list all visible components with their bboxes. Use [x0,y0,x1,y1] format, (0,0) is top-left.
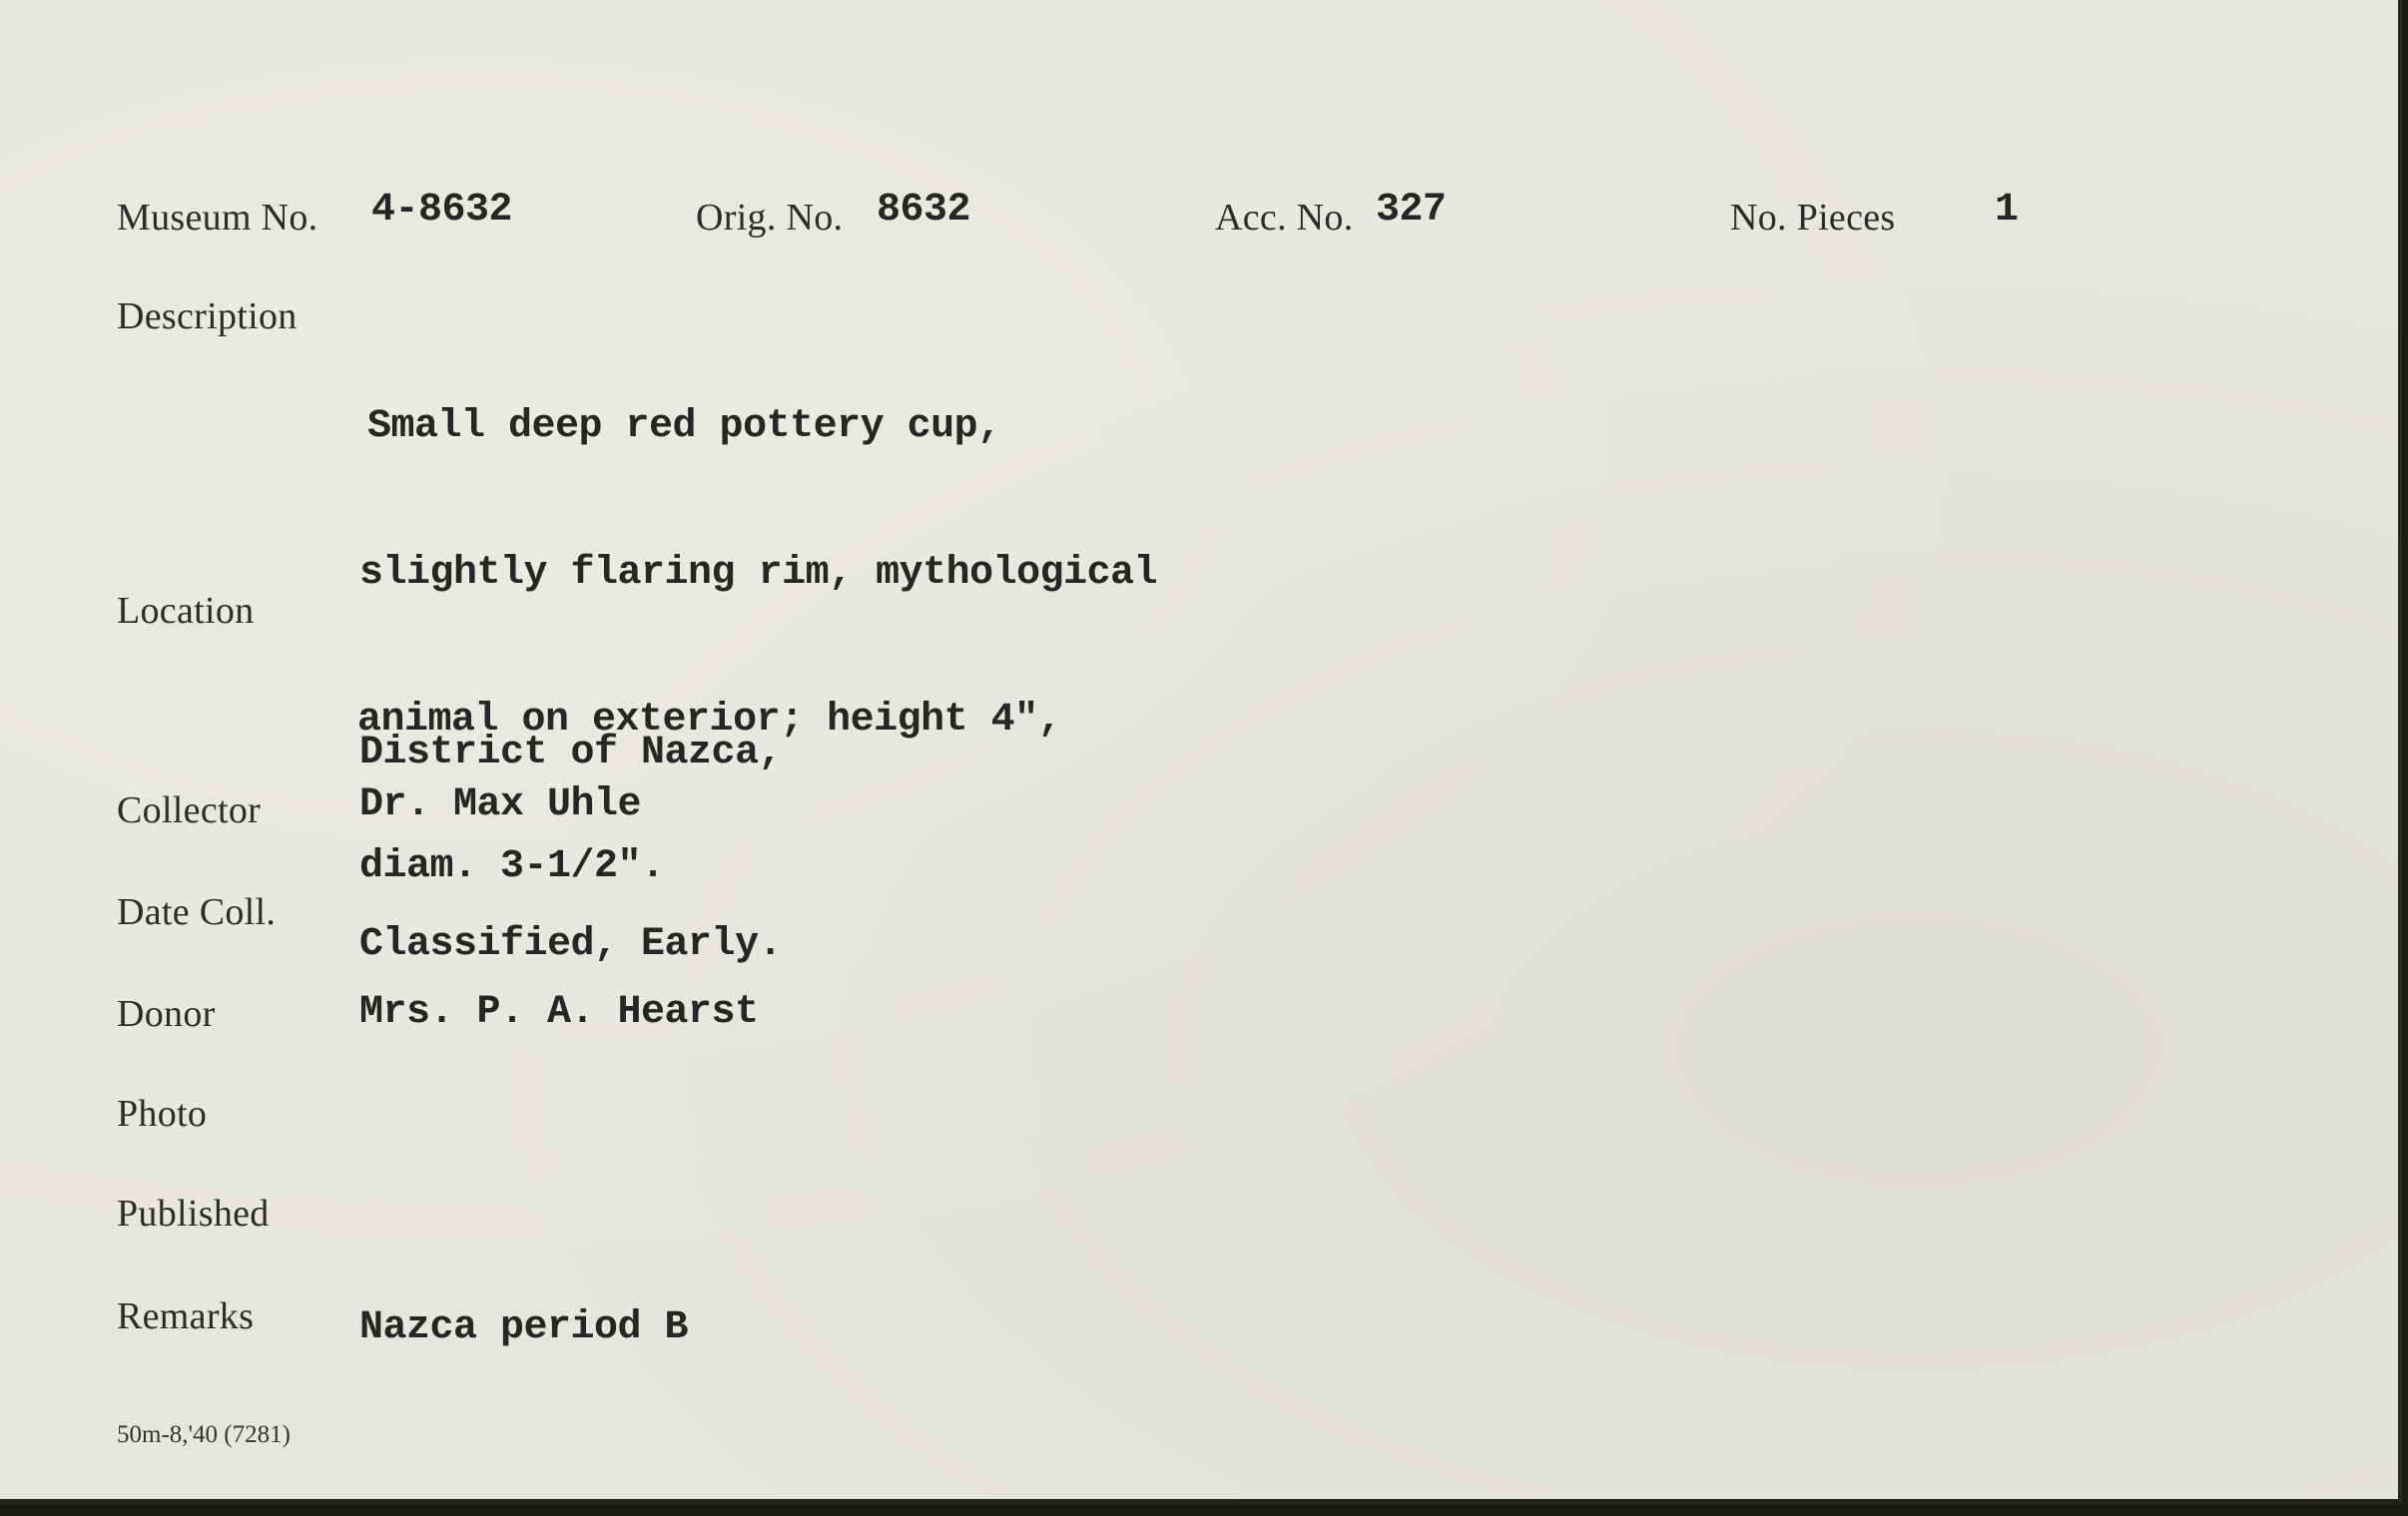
description-line: slightly flaring rim, mythological [359,551,1158,596]
remarks-value: Nazca period B [359,1305,689,1350]
date-coll-label: Date Coll. [117,891,277,933]
no-pieces-label: No. Pieces [1730,197,1896,239]
description-line: diam. 3-1/2". [359,844,665,889]
donor-value: Mrs. P. A. Hearst [359,990,759,1035]
form-code: 50m-8,'40 (7281) [117,1421,291,1448]
published-label: Published [117,1193,270,1235]
no-pieces-value: 1 [1995,188,2019,233]
remarks-label: Remarks [117,1295,255,1337]
collector-label: Collector [117,789,262,831]
location-label: Location [117,590,255,632]
location-line: Classified, Early. [359,922,783,967]
acc-no-value: 327 [1376,188,1447,233]
museum-no-value: 4-8632 [371,188,513,233]
museum-no-label: Museum No. [117,197,318,239]
description-label: Description [117,295,298,337]
description-line: animal on exterior; height 4", [357,698,1062,743]
description-line: Small deep red pottery cup, [367,404,1001,449]
acc-no-label: Acc. No. [1215,197,1354,239]
donor-label: Donor [117,993,216,1035]
orig-no-label: Orig. No. [696,197,844,239]
location-line: District of Nazca, [359,731,783,775]
collector-value: Dr. Max Uhle [359,782,642,827]
orig-no-value: 8632 [877,188,971,233]
photo-label: Photo [117,1093,208,1135]
